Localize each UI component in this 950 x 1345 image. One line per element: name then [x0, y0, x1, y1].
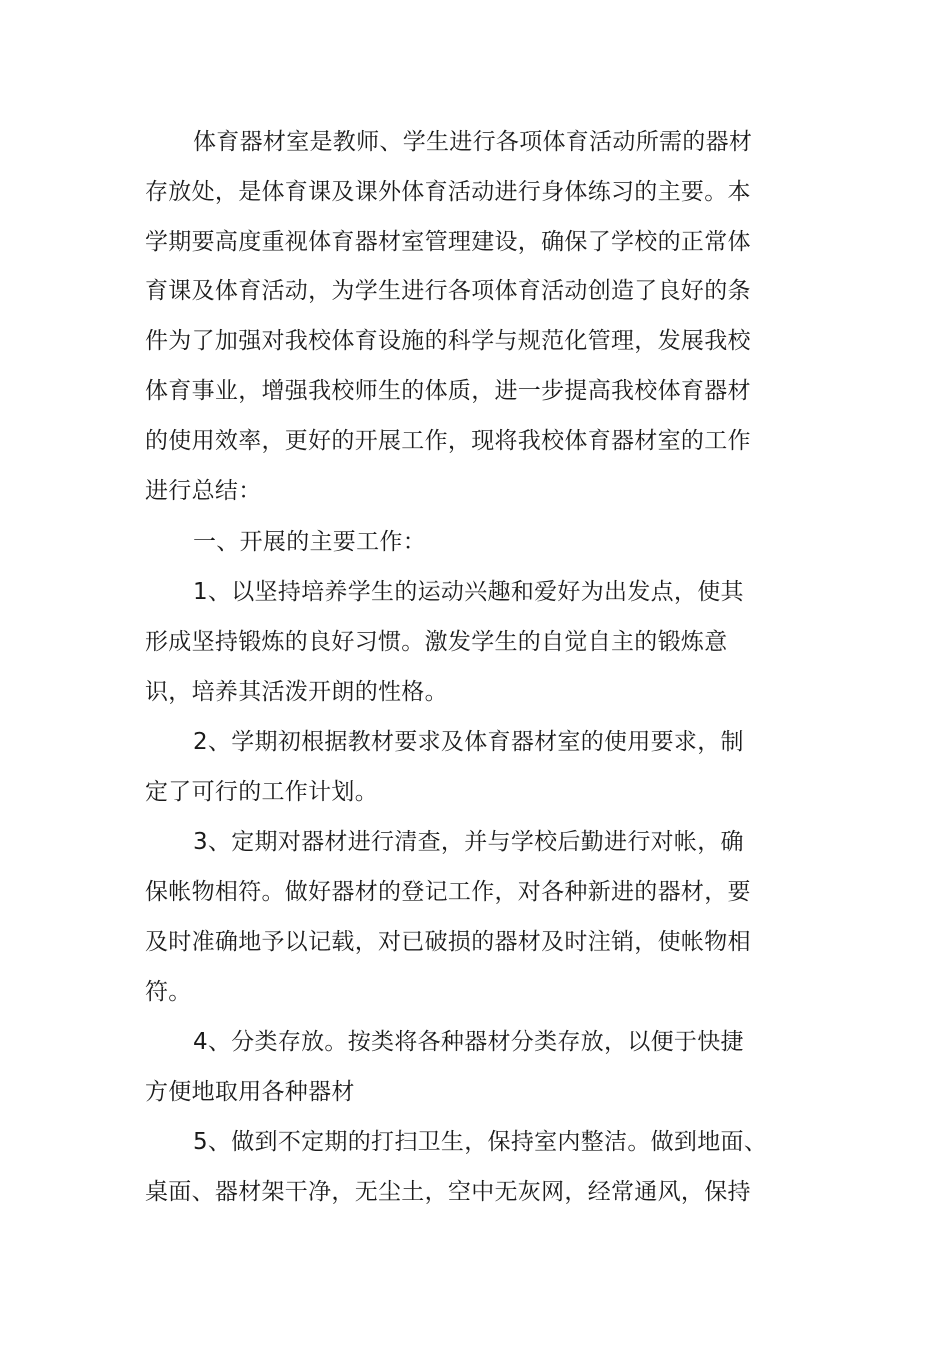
list-item-line: 3、定期对器材进行清查，并与学校后勤进行对帐，确: [193, 829, 744, 855]
paragraph-line: 进行总结：: [145, 478, 262, 504]
list-item-line: 及时准确地予以记载，对已破损的器材及时注销，使帐物相: [145, 929, 751, 955]
list-item-line: 桌面、器材架干净，无尘土，空中无灰网，经常通风，保持: [145, 1179, 751, 1205]
list-item-line: 方便地取用各种器材: [145, 1079, 355, 1105]
list-item-line: 形成坚持锻炼的良好习惯。激发学生的自觉自主的锻炼意: [145, 629, 728, 655]
paragraph-line: 育课及体育活动，为学生进行各项体育活动创造了良好的条: [145, 278, 751, 304]
list-item-line: 2、学期初根据教材要求及体育器材室的使用要求，制: [193, 729, 744, 755]
paragraph-line: 学期要高度重视体育器材室管理建设，确保了学校的正常体: [145, 229, 751, 255]
list-item-line: 定了可行的工作计划。: [145, 779, 378, 805]
paragraph-line: 存放处，是体育课及课外体育活动进行身体练习的主要。本: [145, 179, 751, 205]
paragraph-line: 体育器材室是教师、学生进行各项体育活动所需的器材: [193, 129, 753, 155]
list-item-line: 1、以坚持培养学生的运动兴趣和爱好为出发点，使其: [193, 579, 744, 605]
section-heading: 一、开展的主要工作：: [193, 529, 426, 555]
list-item-line: 识，培养其活泼开朗的性格。: [145, 679, 448, 705]
paragraph-line: 体育事业，增强我校师生的体质，进一步提高我校体育器材: [145, 378, 751, 404]
paragraph-line: 的使用效率，更好的开展工作，现将我校体育器材室的工作: [145, 428, 751, 454]
list-item-line: 符。: [145, 979, 192, 1005]
list-item-line: 保帐物相符。做好器材的登记工作，对各种新进的器材，要: [145, 879, 751, 905]
paragraph-line: 件为了加强对我校体育设施的科学与规范化管理，发展我校: [145, 328, 751, 354]
list-item-line: 4、分类存放。按类将各种器材分类存放，以便于快捷: [193, 1029, 744, 1055]
list-item-line: 5、做到不定期的打扫卫生，保持室内整洁。做到地面、: [193, 1129, 768, 1155]
